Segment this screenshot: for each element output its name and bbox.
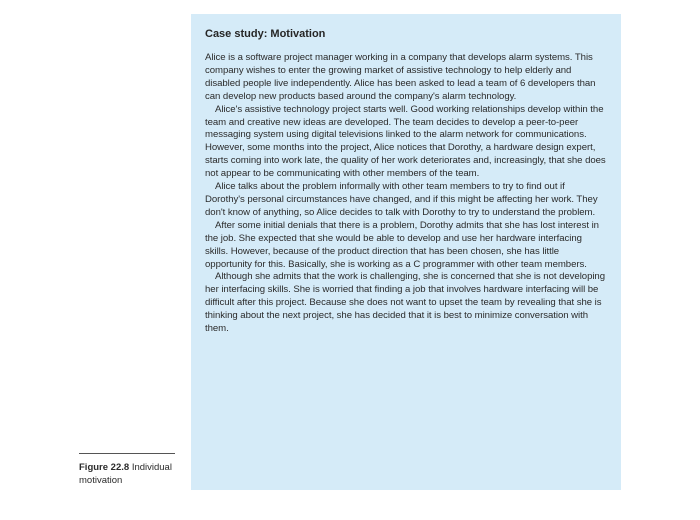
case-study-box (191, 14, 621, 490)
case-study-paragraph-3: Alice talks about the problem informally with other team members to try to find out if Dorothy's personal circumstances have changed, and if this might be affecting her work. They don't know of anything, so Alice decides to talk with Dorothy to try to understand the problem. (205, 181, 598, 218)
figure-caption-text: Individual motivation (79, 462, 172, 486)
caption-divider (79, 453, 175, 454)
case-study-title: Case study: Motivation (205, 28, 326, 40)
figure-caption-label: Figure 22.8 (79, 462, 130, 473)
figure-caption (79, 461, 189, 487)
case-study-paragraph-2: Alice's assistive technology project starts well. Good working relationships develop within the team and creative new ideas are developed. The team decides to develop a peer-to-peer messaging system using digital televisions linked to the alarm network for communications. However, some months into the project, Alice notices that Dorothy, a hardware design expert, starts coming into work late, the quality of her work deteriorates and, increasingly, that she does not appear to be communicating with other members of the team. (205, 103, 606, 180)
case-study-paragraph-5: Although she admits that the work is challenging, she is concerned that she is not developing her interfacing skills. She is worried that finding a job that involves hardware interfacing will be difficult after this project. Because she does not want to upset the team by revealing that she is thinking about the next project, she has decided that it is best to minimize conversation with them. (205, 271, 606, 335)
case-study-paragraph-4: After some initial denials that there is a problem, Dorothy admits that she has lost interest in the job. She expected that she would be able to develop and use her hardware interfacing skills. However, because of the product direction that has been chosen, she has little opportunity for this. Basically, she is working as a C programmer with other team members. (205, 219, 599, 270)
case-study-paragraph-1: Alice is a software project manager working in a company that develops alarm systems. This company wishes to enter the growing market of assistive technology to help elderly and disabled people live independently. Alice has been asked to lead a team of 6 developers than can develop new products based around the company's alarm technology. (205, 52, 596, 102)
